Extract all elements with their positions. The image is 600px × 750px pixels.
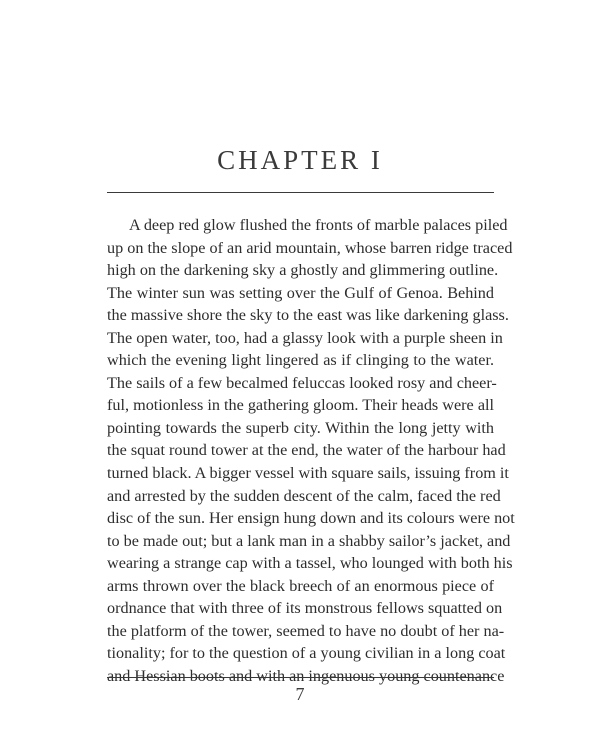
- text-line: which the evening light lingered as if clinging to the water.: [107, 351, 494, 370]
- text-line: tionality; for to the question of a young civilian in a long coat: [107, 644, 506, 663]
- text-line: pointing towards the superb city. Within the long jetty with: [107, 418, 494, 437]
- text-line: ordnance that with three of its monstrous fellows squatted on: [107, 599, 503, 618]
- bottom-divider: [107, 677, 494, 678]
- text-line: wearing a strange cap with a tassel, who lounged with both his: [107, 554, 513, 573]
- text-line: turned black. A bigger vessel with square sails, issuing from it: [107, 464, 509, 483]
- text-line: high on the darkening sky a ghostly and glimmering outline.: [107, 261, 499, 280]
- text-line: The open water, too, had a glassy look with a purple sheen in: [107, 328, 503, 347]
- text-line: the squat round tower at the end, the water of the harbour had: [107, 441, 506, 460]
- chapter-title: CHAPTER I: [217, 145, 383, 175]
- text-line: to be made out; but a lank man in a shabby sailor’s jacket, and: [107, 531, 511, 550]
- text-line: A deep red glow flushed the fronts of marble palaces piled: [129, 216, 508, 234]
- text-line: the massive shore the sky to the east was like darkening glass.: [107, 306, 509, 325]
- text-line: and arrested by the sudden descent of the calm, faced the red: [107, 486, 501, 505]
- text-line: ful, motionless in the gathering gloom. Their heads were all: [107, 396, 494, 415]
- page-number: 7: [295, 684, 305, 704]
- text-line: The winter sun was setting over the Gulf of Genoa. Behind: [107, 283, 494, 302]
- text-line: and Hessian boots and with an ingenuous young countenance: [107, 666, 505, 685]
- text-line: arms thrown over the black breech of an enormous piece of: [107, 576, 494, 595]
- text-line: up on the slope of an arid mountain, whose barren ridge traced: [107, 238, 513, 257]
- chapter-body: [107, 214, 515, 687]
- text-line: The sails of a few becalmed feluccas looked rosy and cheer-: [107, 373, 497, 392]
- top-divider: [107, 192, 494, 193]
- text-line: the platform of the tower, seemed to have no doubt of her na-: [107, 621, 505, 640]
- text-line: disc of the sun. Her ensign hung down and its colours were not: [107, 509, 515, 528]
